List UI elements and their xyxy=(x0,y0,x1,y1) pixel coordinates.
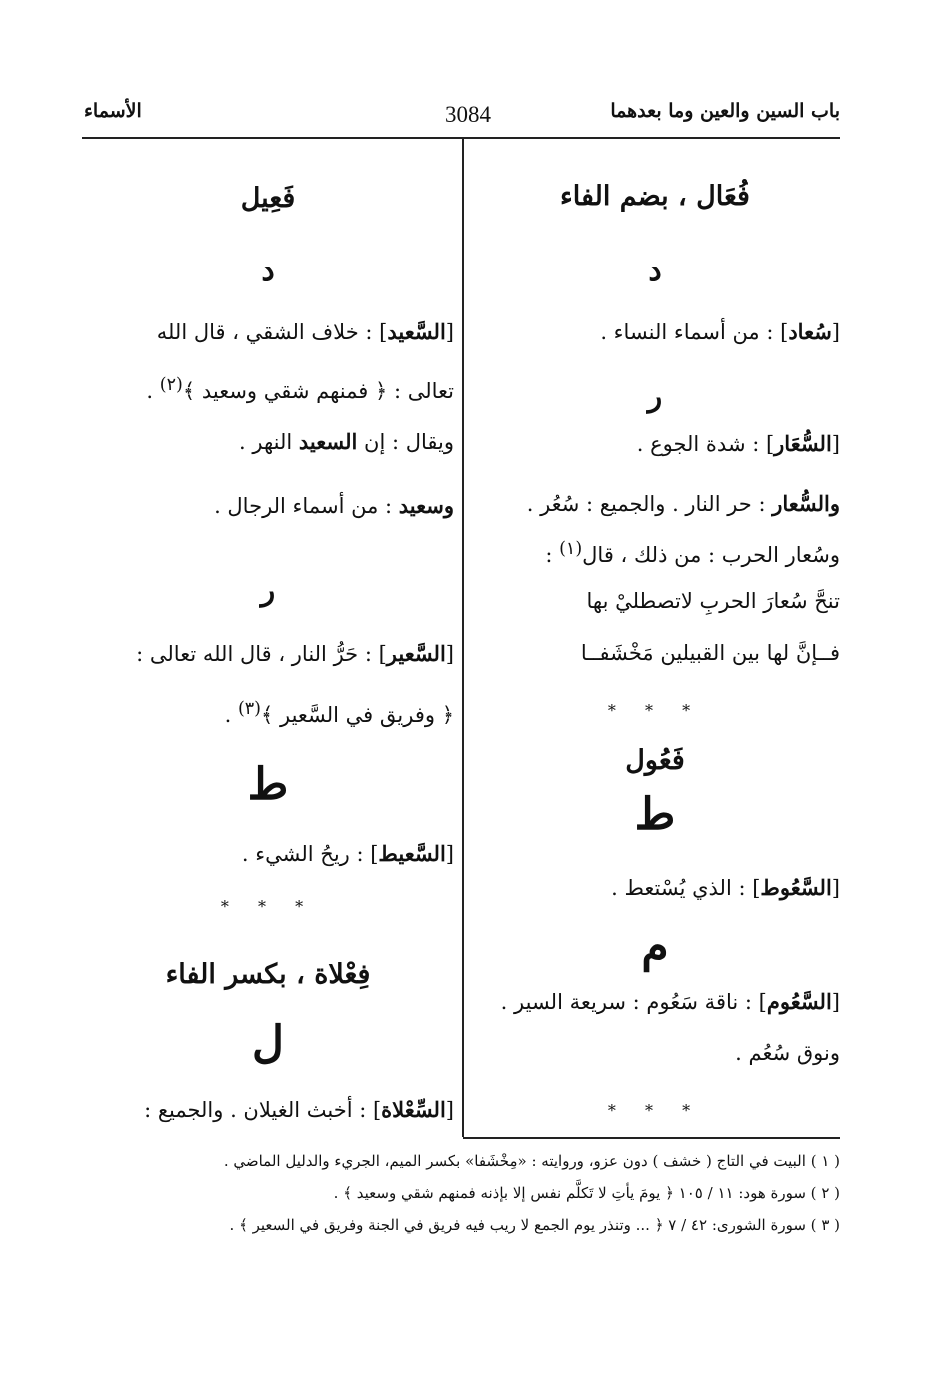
root-letter-heading: ط xyxy=(247,759,289,810)
headword: السعيد xyxy=(298,429,358,454)
root-letter-heading: ر xyxy=(260,573,276,608)
root-letter-heading: د xyxy=(261,253,275,288)
entry-line: [السَّعُوط] : الذي يُسْتعط . xyxy=(611,875,840,900)
entry-line: تعالى : ﴿ فمنهم شقي وسعيد ﴾$^{(٢)}$ . xyxy=(146,375,454,403)
root-letter-heading: م xyxy=(641,921,669,972)
footnote-ref: (١) xyxy=(559,539,583,559)
root-letter-heading: ط xyxy=(634,789,676,840)
entry-line: [السَّعُوم] : ناقة سَعُوم : سريعة السير . xyxy=(500,989,840,1014)
entry-line: [السُّعَار] : شدة الجوع . xyxy=(636,431,840,456)
pattern-title: فِعْلاة ، بكسر الفاء xyxy=(165,959,371,990)
left-column xyxy=(82,139,454,1137)
footnote: ( ١ ) البيت في التاج ( خشف ) دون عزو، وروايته : «مِخْشَفا» بكسر الميم، الجريء والدليل الماضي . xyxy=(223,1152,840,1170)
entry-line: ونوق سُعُم . xyxy=(735,1041,840,1065)
entry-line: [السَّعيط] : ريحُ الشيء . xyxy=(241,841,454,866)
page-number: 3084 xyxy=(445,102,491,127)
headword: السَّعير xyxy=(386,641,446,666)
right-column xyxy=(470,139,840,1137)
section-separator: * * * xyxy=(607,1101,703,1120)
entry-line: ﴿ وفريق في السَّعير ﴾$^{(٣)}$ . xyxy=(224,699,454,727)
entry-line: ويقال : إن السعيد النهر . xyxy=(239,429,454,454)
headword: السَّعُوط xyxy=(760,875,832,900)
headword: سُعاد xyxy=(788,319,832,344)
root-letter-heading: د xyxy=(648,253,662,288)
pattern-title: فَعِيل xyxy=(240,183,296,214)
pattern-title: فَعُول xyxy=(625,745,685,776)
section-separator: * * * xyxy=(607,701,703,720)
running-header-chapter: باب السين والعين وما بعدهما xyxy=(610,100,840,122)
footnote-rule xyxy=(463,1137,840,1139)
root-letter-heading: ل xyxy=(252,1017,284,1068)
headword: السُّعَار xyxy=(774,431,832,456)
footnote: ( ٢ ) سورة هود: ١١ / ١٠٥ ﴿ يومَ يأتِ لا تَكلَّم نفس إلا بإذنه فمنهم شقي وسعيد ﴾ . xyxy=(333,1184,840,1202)
entry-line: [السَّعيد] : خلاف الشقي ، قال الله xyxy=(156,319,454,344)
headword: السَّعيط xyxy=(378,841,446,866)
section-separator: * * * xyxy=(220,897,316,916)
headword: السَّعُوم xyxy=(766,989,832,1014)
entry-line: وسُعار الحرب : من ذلك ، قال$^{(١)}$ : xyxy=(545,539,840,567)
headword: والسُّعار xyxy=(772,491,840,516)
entry-line: [سُعاد] : من أسماء النساء . xyxy=(600,319,840,344)
headword: السِّعْلاة xyxy=(381,1097,446,1122)
verse-line: فــإنَّ لها بين القبيلين مَخْشَفــا xyxy=(580,641,840,665)
verse-line: تنحَّ سُعارَ الحربِ لاتصطليْ بها xyxy=(586,589,840,613)
running-header-section: الأسماء xyxy=(84,100,142,122)
footnote-ref: (٢) xyxy=(159,375,183,395)
entry-line: [السَّعير] : حَرُّ النار ، قال الله تعالى : xyxy=(136,641,454,666)
entry-line: وسعيد : من أسماء الرجال . xyxy=(214,493,454,518)
root-letter-heading: ر xyxy=(647,379,663,414)
column-divider xyxy=(462,139,464,1137)
headword: وسعيد xyxy=(398,493,454,518)
entry-line: [السِّعْلاة] : أخبث الغيلان . والجميع : xyxy=(144,1097,454,1122)
pattern-title: فُعَال ، بضم الفاء xyxy=(560,181,750,212)
footnote-ref: (٣) xyxy=(237,699,261,719)
footnote: ( ٣ ) سورة الشورى: ٤٢ / ٧ ﴿ ... وتنذر يوم الجمع لا ريب فيه فريق في الجنة وفريق في السعير ﴾ . xyxy=(229,1216,840,1234)
entry-line: والسُّعار : حر النار . والجميع : سُعُر . xyxy=(526,491,840,516)
headword: السَّعيد xyxy=(387,319,446,344)
